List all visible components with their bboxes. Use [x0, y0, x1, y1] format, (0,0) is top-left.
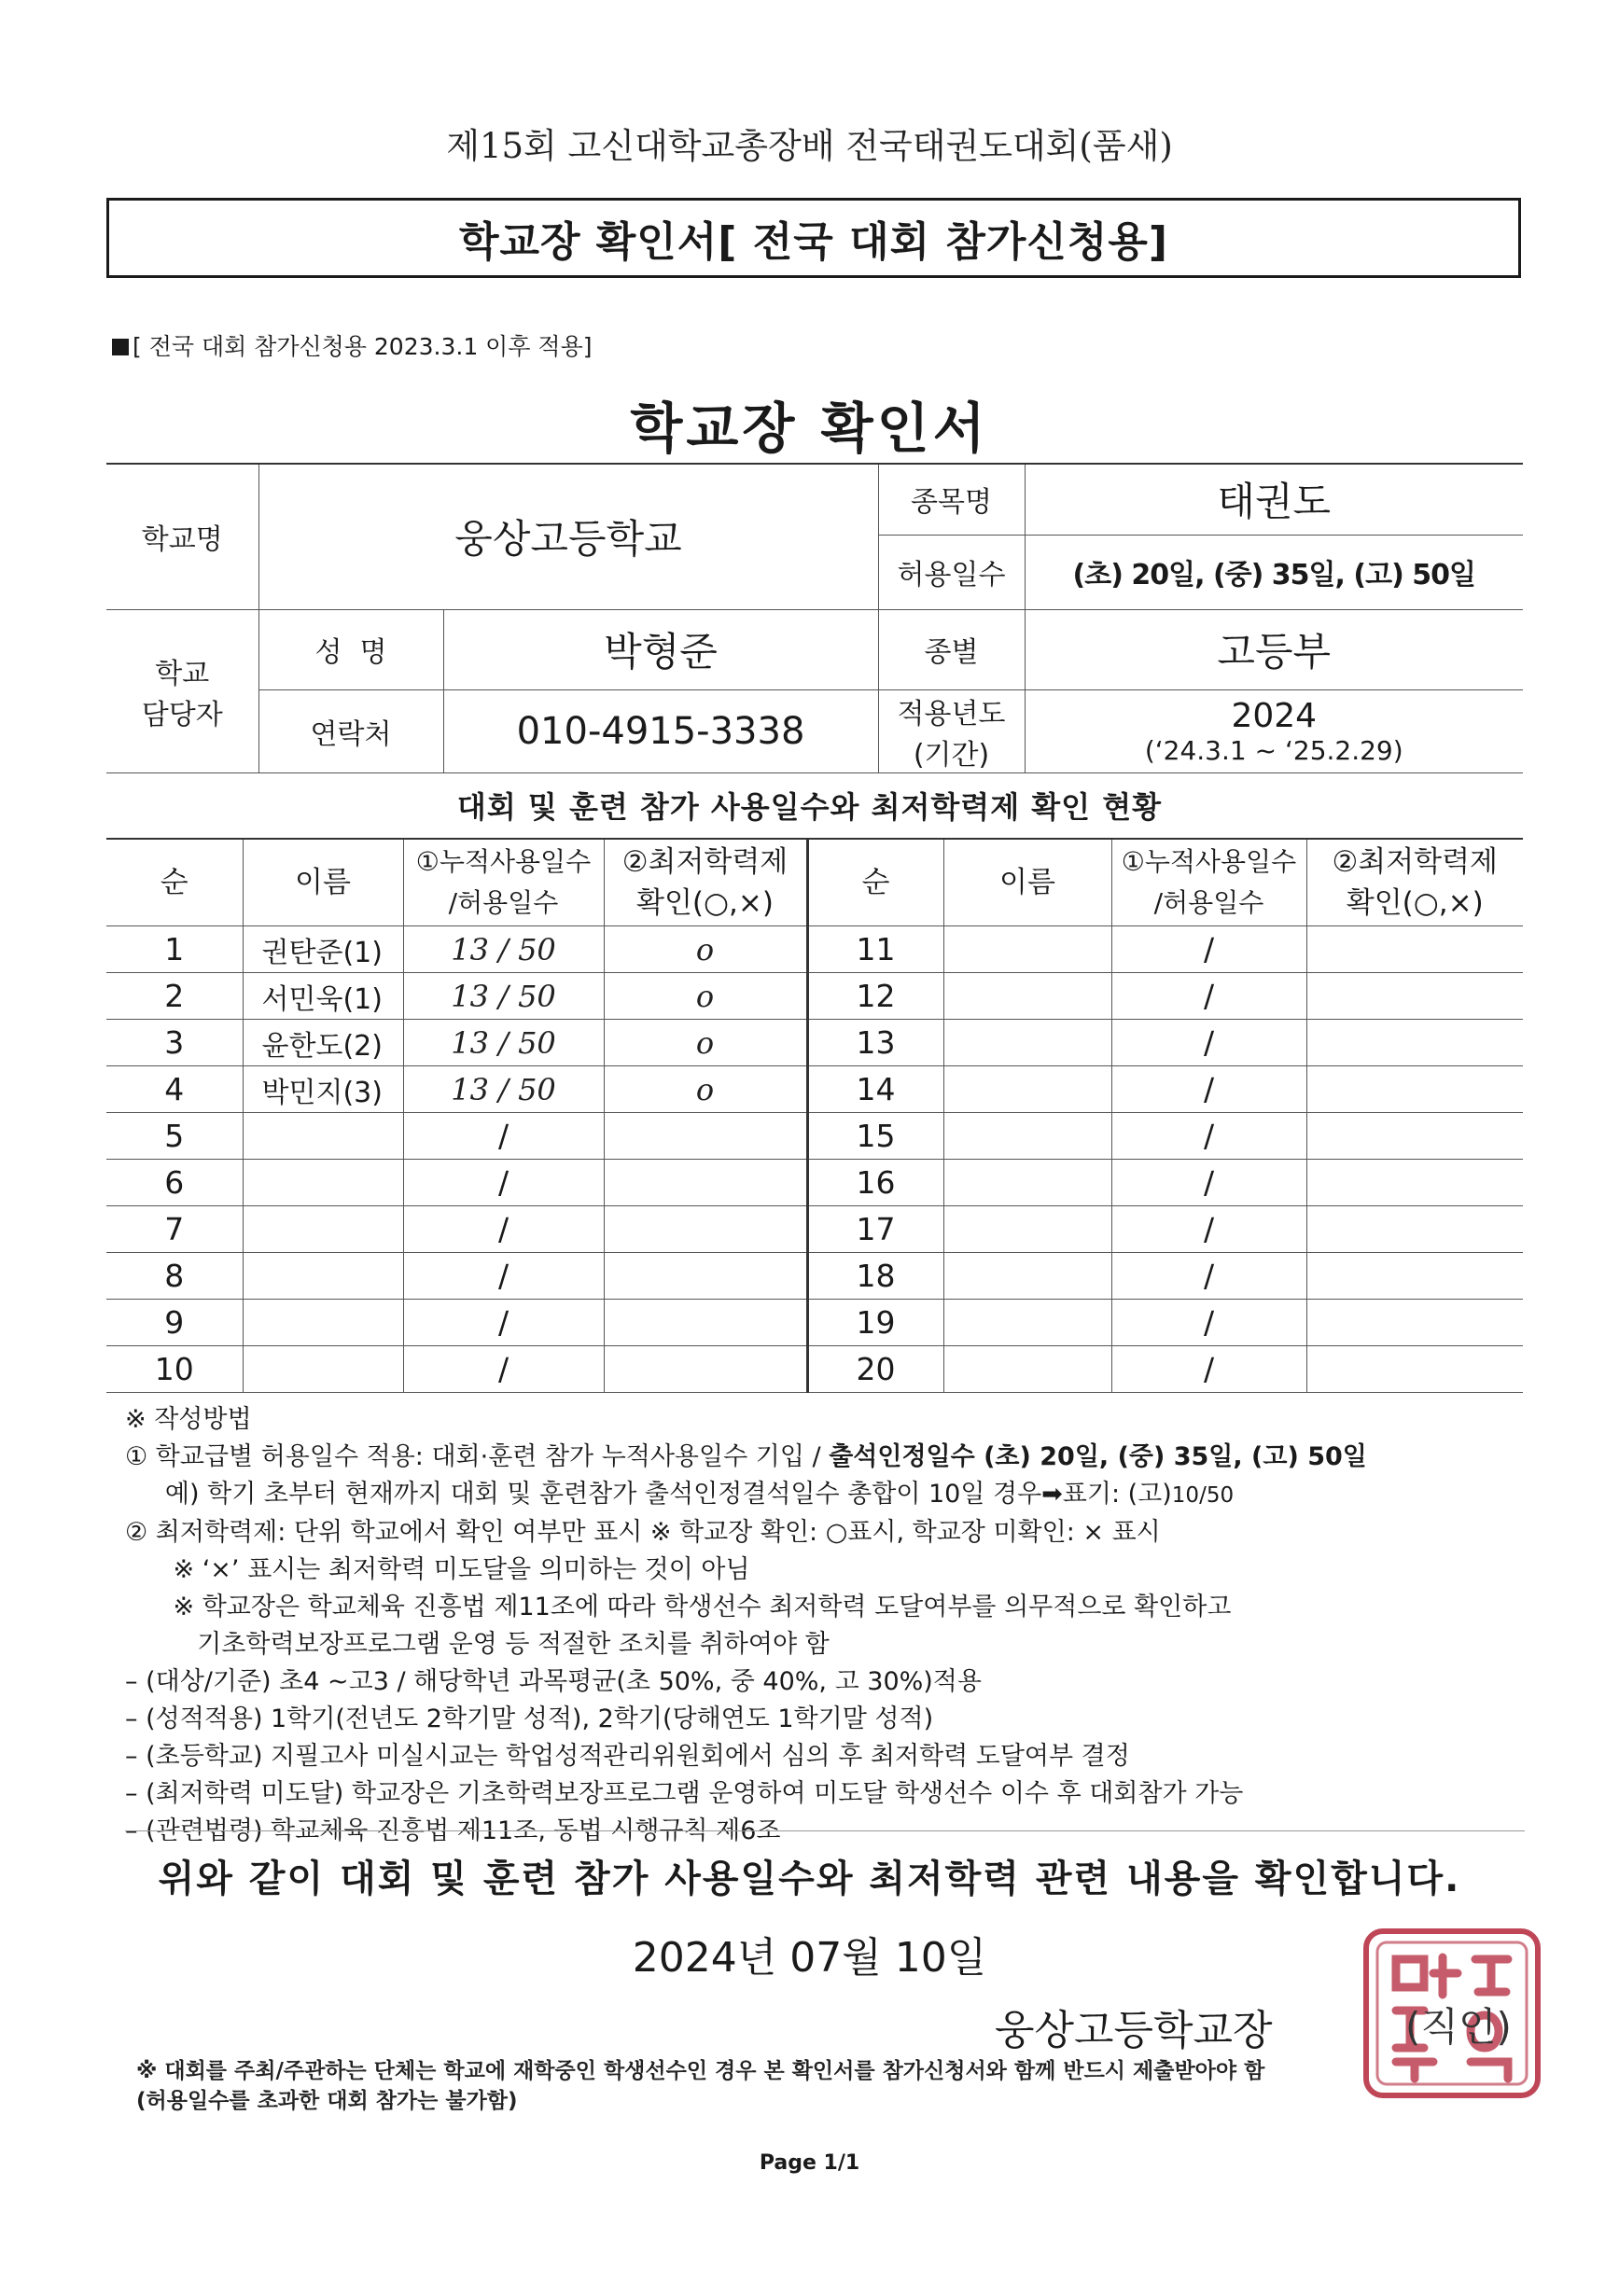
table-row	[106, 926, 1523, 973]
manager-label	[106, 609, 258, 772]
used-days: /	[1111, 1206, 1306, 1253]
row-number: 18	[807, 1253, 943, 1300]
example-text: 예) 학기 초부터 현재까지 대회 및 훈련참가 출석인정결석일수 총합이 10일 경우	[125, 1480, 1042, 1509]
footnote-line-1: ※ 대회를 주최/주관하는 단체는 학교에 재학중인 학생선수인 경우 본 확인서를 참가신청서와 함께 반드시 제출받아야 함	[136, 2059, 1265, 2083]
header-academic-line1: ②최저학력제	[1332, 845, 1499, 879]
instruction-2-note-1: ※ ‘×’ 표시는 최저학력 미도달을 의미하는 것이 아님	[125, 1555, 750, 1584]
row-number: 13	[807, 1020, 943, 1066]
year-label	[878, 689, 1025, 772]
academic-check: o	[604, 1066, 807, 1113]
used-days: /	[1111, 1020, 1306, 1066]
row-number: 5	[106, 1113, 243, 1160]
school-name: 웅상고등학교	[258, 464, 878, 609]
table-row	[106, 1066, 1523, 1113]
used-days: /	[403, 1346, 604, 1393]
row-number: 16	[807, 1160, 943, 1206]
athlete-name	[943, 1020, 1111, 1066]
table-row	[106, 1113, 1523, 1160]
academic-check: o	[604, 1020, 807, 1066]
sport-value: 태권도	[1025, 464, 1523, 535]
division-label: 종별	[878, 609, 1025, 689]
academic-check	[604, 1300, 807, 1346]
used-days: /	[403, 1206, 604, 1253]
used-days: 13 / 50	[403, 1020, 604, 1066]
roster-body	[106, 926, 1523, 1393]
row-number: 14	[807, 1066, 943, 1113]
divider	[125, 1830, 1525, 1831]
instruction-1-bold: 출석인정일수 (초) 20일, (중) 35일, (고) 50일	[829, 1442, 1367, 1471]
academic-check	[1306, 1113, 1523, 1160]
used-days: /	[403, 1253, 604, 1300]
section-title: 대회 및 훈련 참가 사용일수와 최저학력제 확인 현황	[456, 789, 1163, 825]
athlete-name: 박민지(3)	[243, 1066, 403, 1113]
rule-law: – (관련법령) 학교체육 진흥법 제11조, 동법 시행규칙 제6조	[125, 1816, 781, 1845]
athlete-name: 권탄준(1)	[243, 926, 403, 973]
used-days: /	[1111, 1066, 1306, 1113]
rule-grades: – (성적적용) 1학기(전년도 2학기말 성적), 2학기(당해연도 1학기말 성적)	[125, 1705, 934, 1733]
table-row	[106, 973, 1523, 1020]
instruction-2-note-2: ※ 학교장은 학교체육 진흥법 제11조에 따라 학생선수 최저학력 도달여부를 의무적으로 확인하고	[125, 1593, 1232, 1621]
header-days-line2: /허용일수	[1153, 887, 1264, 918]
row-number: 19	[807, 1300, 943, 1346]
allowed-days-value: (초) 20일, (중) 35일, (고) 50일	[1025, 535, 1523, 609]
instruction-example	[125, 1476, 1525, 1514]
athlete-name	[943, 1346, 1111, 1393]
arrow-right-icon: ➡	[1041, 1480, 1063, 1509]
header-days-right	[1111, 839, 1306, 926]
row-number: 4	[106, 1066, 243, 1113]
writing-instructions	[125, 1401, 1525, 1850]
academic-check	[604, 1206, 807, 1253]
used-days: /	[1111, 1160, 1306, 1206]
header-academic-right	[1306, 839, 1523, 926]
academic-check	[1306, 1253, 1523, 1300]
academic-check	[1306, 973, 1523, 1020]
academic-check	[1306, 1160, 1523, 1206]
instruction-1-text: ① 학교급별 허용일수 적용: 대회·훈련 참가 누적사용일수 기입 /	[125, 1442, 830, 1471]
athlete-name	[943, 1253, 1111, 1300]
row-number: 12	[807, 973, 943, 1020]
page-number: Page 1/1	[759, 2151, 860, 2175]
used-days: /	[1111, 1346, 1306, 1393]
academic-check	[604, 1253, 807, 1300]
athlete-name: 서민욱(1)	[243, 973, 403, 1020]
header-name-right: 이름	[943, 839, 1111, 926]
contact-value: 010-4915-3338	[443, 689, 878, 772]
header-no-right: 순	[807, 839, 943, 926]
form-title: 학교장 확인서	[630, 397, 989, 460]
athlete-name	[243, 1300, 403, 1346]
academic-check	[1306, 1066, 1523, 1113]
footnote-line-2: (허용일수를 초과한 대회 참가는 불가함)	[136, 2089, 518, 2113]
school-info-table	[106, 463, 1523, 773]
row-number: 9	[106, 1300, 243, 1346]
allowed-days-label: 허용일수	[878, 535, 1025, 609]
header-no-left: 순	[106, 839, 243, 926]
row-number: 2	[106, 973, 243, 1020]
academic-check: o	[604, 926, 807, 973]
rule-elementary: – (초등학교) 지필고사 미실시교는 학업성적관리위원회에서 심의 후 최저학력 도달여부 결정	[125, 1742, 1130, 1771]
athlete-name	[943, 1206, 1111, 1253]
used-days: 13 / 50	[403, 1066, 604, 1113]
row-number: 8	[106, 1253, 243, 1300]
contact-label: 연락처	[258, 689, 443, 772]
row-number: 1	[106, 926, 243, 973]
header-academic-line1: ②최저학력제	[621, 845, 789, 879]
roster-table	[106, 838, 1523, 1393]
table-row	[106, 1346, 1523, 1393]
header-name-left: 이름	[243, 839, 403, 926]
used-days: 13 / 50	[403, 926, 604, 973]
manager-label-line1: 학교	[155, 657, 210, 690]
used-days: /	[1111, 1113, 1306, 1160]
header-days-left	[403, 839, 604, 926]
academic-check	[604, 1113, 807, 1160]
example-value: 10/50	[1171, 1483, 1235, 1508]
academic-check	[1306, 1206, 1523, 1253]
header-academic-line2: 확인(○,×)	[636, 886, 774, 920]
header-days-line1: ①누적사용일수	[1121, 846, 1297, 877]
table-row	[106, 1020, 1523, 1066]
event-title: 제15회 고신대학교총장배 전국태권도대회(품새)	[446, 126, 1173, 166]
used-days: /	[1111, 926, 1306, 973]
table-row	[106, 1300, 1523, 1346]
name-label: 성 명	[258, 609, 443, 689]
instruction-2: ② 최저학력제: 단위 학교에서 확인 여부만 표시 ※ 학교장 확인: ○표시, 학교장 미확인: × 표시	[125, 1518, 1161, 1547]
header-academic-line2: 확인(○,×)	[1346, 886, 1484, 920]
roster-header-row	[106, 839, 1523, 926]
academic-check	[1306, 926, 1523, 973]
academic-check	[1306, 1346, 1523, 1393]
athlete-name	[243, 1206, 403, 1253]
header-days-line2: /허용일수	[448, 887, 559, 918]
table-row	[106, 1160, 1523, 1206]
notice-text: [ 전국 대회 참가신청용 2023.3.1 이후 적용]	[133, 333, 593, 360]
instruction-1	[125, 1439, 1525, 1476]
athlete-name	[943, 1160, 1111, 1206]
row-number: 10	[106, 1346, 243, 1393]
athlete-name	[243, 1253, 403, 1300]
header-days-line1: ①누적사용일수	[415, 846, 592, 877]
athlete-name	[943, 1066, 1111, 1113]
athlete-name	[943, 1300, 1111, 1346]
used-days: /	[1111, 1253, 1306, 1300]
rule-target: – (대상/기준) 초4 ~고3 / 해당학년 과목평균(초 50%, 중 40%, 고 30%)적용	[125, 1667, 982, 1696]
year-label-line1: 적용년도	[897, 697, 1006, 731]
row-number: 11	[807, 926, 943, 973]
used-days: /	[1111, 1300, 1306, 1346]
athlete-name	[243, 1113, 403, 1160]
footnote	[136, 2056, 1536, 2116]
used-days: /	[403, 1113, 604, 1160]
row-number: 20	[807, 1346, 943, 1393]
academic-check	[1306, 1020, 1523, 1066]
used-days: /	[1111, 973, 1306, 1020]
academic-check	[604, 1346, 807, 1393]
table-row	[106, 1206, 1523, 1253]
principal-signature-line: 웅상고등학교장	[995, 2007, 1273, 2054]
used-days: /	[403, 1300, 604, 1346]
used-days: 13 / 50	[403, 973, 604, 1020]
header-academic-left	[604, 839, 807, 926]
academic-check	[1306, 1300, 1523, 1346]
issue-date: 2024년 07월 10일	[632, 1934, 987, 1982]
used-days: /	[403, 1160, 604, 1206]
athlete-name	[943, 973, 1111, 1020]
row-number: 7	[106, 1206, 243, 1253]
academic-check: o	[604, 973, 807, 1020]
sport-label: 종목명	[878, 464, 1025, 535]
manager-name: 박형준	[443, 609, 878, 689]
black-square-icon	[112, 339, 129, 355]
division-value: 고등부	[1025, 609, 1523, 689]
athlete-name	[243, 1346, 403, 1393]
year-value: 2024	[1231, 696, 1318, 735]
row-number: 3	[106, 1020, 243, 1066]
athlete-name	[943, 926, 1111, 973]
row-number: 17	[807, 1206, 943, 1253]
table-row	[106, 1253, 1523, 1300]
year-label-line2: (기간)	[913, 738, 990, 772]
athlete-name: 윤한도(2)	[243, 1020, 403, 1066]
instructions-title: ※ 작성방법	[125, 1405, 252, 1434]
athlete-name	[243, 1160, 403, 1206]
document-title-box	[106, 198, 1521, 278]
manager-label-line2: 담당자	[141, 698, 223, 731]
seal-mark-label: (직인)	[1405, 2004, 1512, 2050]
athlete-name	[943, 1113, 1111, 1160]
example-notation: 표기: (고)	[1062, 1480, 1172, 1509]
rule-not-reached: – (최저학력 미도달) 학교장은 기초학력보장프로그램 운영하여 미도달 학생선수 이수 후 대회참가 가능	[125, 1779, 1244, 1808]
instruction-2-note-3: 기초학력보장프로그램 운영 등 적절한 조치를 취하여야 함	[125, 1630, 830, 1659]
applicability-notice	[112, 328, 592, 362]
document-title: 학교장 확인서[ 전국 대회 참가신청용]	[458, 218, 1169, 266]
academic-check	[604, 1160, 807, 1206]
row-number: 6	[106, 1160, 243, 1206]
year-cell	[1025, 689, 1523, 772]
period-value: (‘24.3.1 ~ ‘25.2.29)	[1144, 734, 1403, 766]
row-number: 15	[807, 1113, 943, 1160]
confirmation-statement: 위와 같이 대회 및 훈련 참가 사용일수와 최저학력 관련 내용을 확인합니다.	[158, 1858, 1461, 1900]
school-label: 학교명	[106, 464, 258, 609]
